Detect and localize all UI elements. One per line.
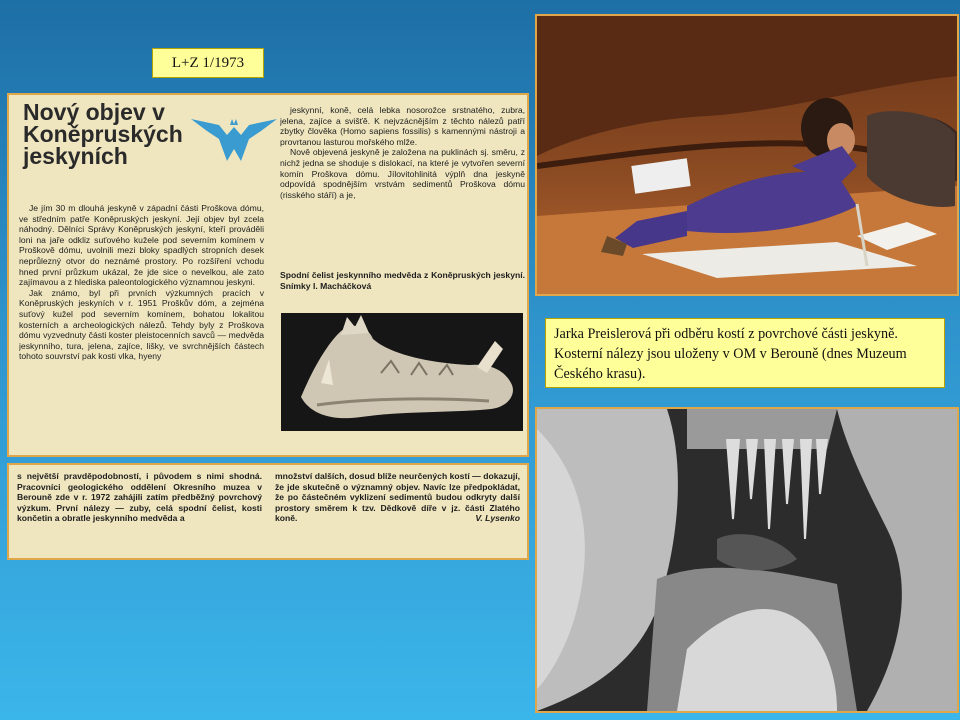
article-headline: Nový objev v Koněpruských jeskyních [23, 99, 183, 169]
article-paragraph: jeskynní, koně, celá lebka nosorožce srstnatého, zubra, jelena, zajíce a svišťě. K nejvzácnějším z těchto nálezů patří zbytky člověka (Homo sapiens fossilis) s kamennými nástroji a provrtanou lasturou mořského mlže. [280, 105, 525, 147]
bat-icon [189, 105, 279, 165]
newspaper-clipping [7, 93, 529, 457]
article-paragraph: Nově objevená jeskyně je založena na puklinách sj. směru, z nichž jedna se shoduje s dislokací, na které je vytvořen severní komín Proškova dómu. Jílovitohlinitá výplň dna jeskyně odpovídá spodnějším vrstvám sedimentů Proškova dómu (risského stáří) a je, [280, 147, 525, 200]
source-label: L+Z 1/1973 [152, 48, 264, 78]
article-column-left [19, 203, 264, 455]
article-column-right [280, 105, 525, 245]
researcher-in-cave-photo [535, 14, 959, 296]
article-paragraph: Je jím 30 m dlouhá jeskyně v západní části Proškova dómu, ve středním patře Koněpruských jeskyní. Její objev byl zcela náhodný. Dělníci Správy Koněpruských jeskyní, kteří prováděli loni na jaře odkliz suťového kužele pod severním komínem v Proškově dómu, uvolnili mezi bloky spadlých stropních desek neprůlezný otvor do neznámé prostory. Po rozšíření vchodu hned první průzkum ukázal, že jde sice o nevelkou, ale zato zajímavou a z hlediska paleontologického významnou jeskyni. [19, 203, 264, 288]
jaw-photo-caption: Spodní čelist jeskynního medvěda z Koněpruských jeskyní. Snímky I. Macháčková [280, 270, 525, 291]
article-column-right [275, 471, 520, 555]
article-paragraph: množství dalších, dosud blíže neurčených kostí — dokazují, že jde skutečně o významný objev. Navíc lze předpokládat, že po částečném vyklizení sedimentů budou odkryty další prostory směrem k tzv. Dědkově díře v jz. části Zlatého koně. [275, 471, 520, 524]
article-paragraph: Jak známo, byl při prvních výzkumných pracích v Koněpruských jeskyních v r. 1951 Proškův dóm, a zejména suťový kužel pod severním komínem, bohatou lokalitou kosterních a archeologických nálezů. Tehdy byly z Proškova dómu vyzvednuty části koster pleistocenních savců — medvěda jeskynního, tura, jelena, zajíce, lišky, ve svrchnějších částech tohoto souvrství pak kosti vlka, hyeny [19, 287, 264, 362]
article-column-left: s největší pravděpodobností, i původem s nimi shodná. Pracovníci geologického oddělení Okresního muzea v Berouně zde v r. 1972 zahájili zatím předběžný povrchový výzkum. První nálezy — zuby, celá spodní čelist, kosti končetin a obratle jeskynního medvěda a [17, 471, 262, 524]
newspaper-clipping-continued [7, 463, 529, 560]
bear-jaw-photo [281, 313, 523, 431]
cave-interior-photo [535, 407, 959, 713]
photo-caption: Jarka Preislerová při odběru kostí z povrchové části jeskyně. Kosterní nálezy jsou uloženy v OM v Berouně (dnes Muzeum Českého krasu). [545, 318, 945, 388]
article-author: V. Lysenko [475, 513, 520, 524]
